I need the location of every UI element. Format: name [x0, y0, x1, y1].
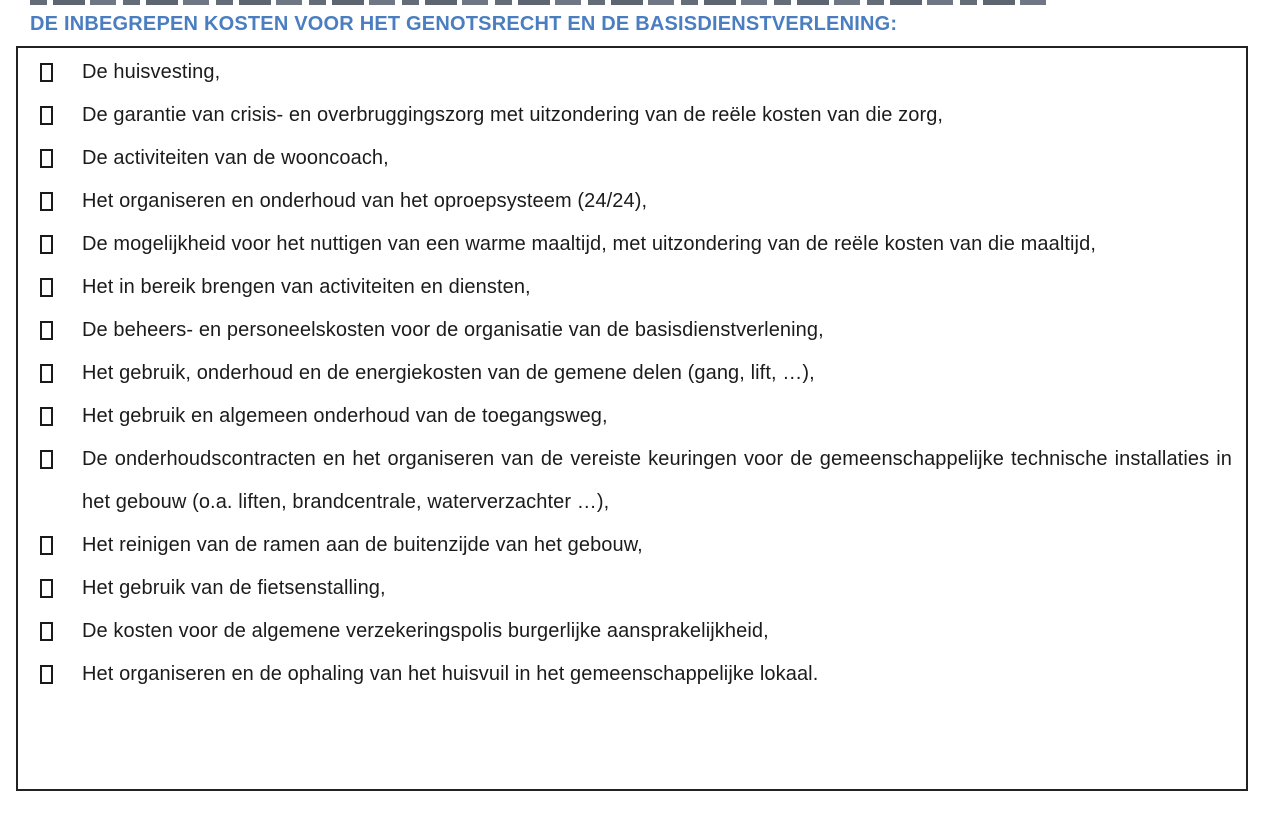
- list-item-text: De beheers- en personeelskosten voor de organisatie van de basisdienstverlening,: [82, 319, 824, 341]
- section-heading: DE INBEGREPEN KOSTEN VOOR HET GENOTSRECHT EN DE BASISDIENSTVERLENING:: [30, 13, 898, 35]
- list-item-text: De huisvesting,: [82, 61, 221, 83]
- list-item-text: Het reinigen van de ramen aan de buitenzijde van het gebouw,: [82, 534, 643, 556]
- empty-checkbox-icon: [40, 106, 53, 125]
- list-item: [38, 438, 1232, 524]
- list-item-text: Het gebruik, onderhoud en de energiekosten van de gemene delen (gang, lift, …),: [82, 362, 815, 384]
- list-item: [38, 524, 1232, 567]
- list-item-text: De garantie van crisis- en overbruggingszorg met uitzondering van de reële kosten van die zorg,: [82, 104, 944, 126]
- list-item: [38, 653, 1232, 696]
- list-item: [38, 266, 1232, 309]
- empty-checkbox-icon: [40, 364, 53, 383]
- included-costs-list: [38, 51, 1232, 696]
- list-item: [38, 223, 1232, 266]
- list-item-text: De mogelijkheid voor het nuttigen van een warme maaltijd, met uitzondering van de reële kosten van die maaltijd,: [82, 233, 1096, 255]
- list-item-text: De onderhoudscontracten en het organiseren van de vereiste keuringen voor de gemeenschappelijke technische installaties in het gebouw (o.a. liften, brandcentrale, waterverzachter …),: [82, 448, 1232, 513]
- clipped-text-remnant: [30, 0, 1046, 5]
- empty-checkbox-icon: [40, 235, 53, 254]
- empty-checkbox-icon: [40, 665, 53, 684]
- list-item-text: De activiteiten van de wooncoach,: [82, 147, 389, 169]
- list-item: [38, 567, 1232, 610]
- empty-checkbox-icon: [40, 321, 53, 340]
- empty-checkbox-icon: [40, 63, 53, 82]
- list-item: [38, 352, 1232, 395]
- list-item-text: Het organiseren en onderhoud van het oproepsysteem (24/24),: [82, 190, 648, 212]
- empty-checkbox-icon: [40, 450, 53, 469]
- list-item-text: Het organiseren en de ophaling van het huisvuil in het gemeenschappelijke lokaal.: [82, 663, 819, 685]
- list-item: [38, 309, 1232, 352]
- empty-checkbox-icon: [40, 622, 53, 641]
- list-item: [38, 610, 1232, 653]
- empty-checkbox-icon: [40, 536, 53, 555]
- list-item-text: Het in bereik brengen van activiteiten en diensten,: [82, 276, 531, 298]
- list-item: [38, 94, 1232, 137]
- list-item: [38, 180, 1232, 223]
- empty-checkbox-icon: [40, 192, 53, 211]
- list-item: [38, 137, 1232, 180]
- list-item-text: Het gebruik en algemeen onderhoud van de toegangsweg,: [82, 405, 608, 427]
- empty-checkbox-icon: [40, 579, 53, 598]
- included-costs-box: [16, 46, 1248, 791]
- list-item-text: Het gebruik van de fietsenstalling,: [82, 577, 386, 599]
- list-item: [38, 51, 1232, 94]
- list-item: [38, 395, 1232, 438]
- empty-checkbox-icon: [40, 407, 53, 426]
- empty-checkbox-icon: [40, 149, 53, 168]
- empty-checkbox-icon: [40, 278, 53, 297]
- list-item-text: De kosten voor de algemene verzekeringspolis burgerlijke aansprakelijkheid,: [82, 620, 769, 642]
